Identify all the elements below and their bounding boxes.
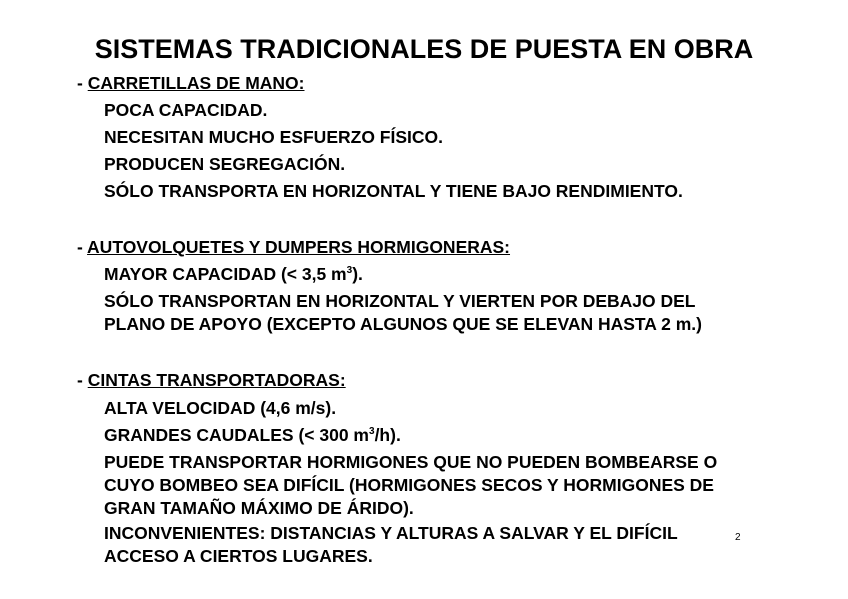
item-line: PLANO DE APOYO (EXCEPTO ALGUNOS QUE SE ELEVAN HASTA 2 m.) [104, 314, 702, 334]
section-label: CARRETILLAS DE MANO: [87, 73, 305, 93]
item-line: PUEDE TRANSPORTAR HORMIGONES QUE NO PUEDEN BOMBEARSE O [104, 452, 718, 472]
list-item [104, 424, 401, 447]
section-label: AUTOVOLQUETES Y DUMPERS HORMIGONERAS: [87, 237, 511, 257]
superscript: 3 [346, 265, 353, 276]
list-item: POCA CAPACIDAD. [104, 100, 268, 120]
item-text: /h). [374, 425, 401, 445]
superscript: 3 [369, 426, 375, 437]
list-item: NECESITAN MUCHO ESFUERZO FÍSICO. [104, 127, 443, 147]
list-item [104, 263, 363, 286]
section-heading-carretillas [77, 73, 305, 94]
list-item: PRODUCEN SEGREGACIÓN. [104, 154, 346, 174]
list-item [104, 290, 702, 336]
item-text: MAYOR CAPACIDAD (< 3,5 m [104, 264, 347, 284]
section-heading-cintas [77, 370, 346, 391]
item-text: ). [352, 264, 363, 284]
bullet: - [77, 370, 88, 390]
bullet: - [77, 73, 88, 93]
bullet: - [77, 237, 88, 257]
item-line: SÓLO TRANSPORTAN EN HORIZONTAL Y VIERTEN POR DEBAJO DEL [104, 291, 696, 311]
item-text: GRANDES CAUDALES (< 300 m [104, 425, 369, 445]
section-label: CINTAS TRANSPORTADORAS: [87, 370, 346, 390]
section-heading-autovolquetes [77, 237, 510, 258]
list-item [104, 522, 678, 568]
item-line: ACCESO A CIERTOS LUGARES. [104, 546, 373, 566]
item-line: CUYO BOMBEO SEA DIFÍCIL (HORMIGONES SECOS Y HORMIGONES DE [104, 475, 714, 495]
list-item: ALTA VELOCIDAD (4,6 m/s). [104, 398, 337, 418]
item-line: INCONVENIENTES: DISTANCIAS Y ALTURAS A SALVAR Y EL DIFÍCIL [104, 523, 678, 543]
page-title: SISTEMAS TRADICIONALES DE PUESTA EN OBRA [94, 34, 754, 64]
item-line: GRAN TAMAÑO MÁXIMO DE ÁRIDO). [104, 498, 414, 518]
page-number: 2 [735, 532, 741, 543]
list-item: SÓLO TRANSPORTA EN HORIZONTAL Y TIENE BAJO RENDIMIENTO. [104, 181, 683, 201]
list-item [104, 451, 717, 520]
